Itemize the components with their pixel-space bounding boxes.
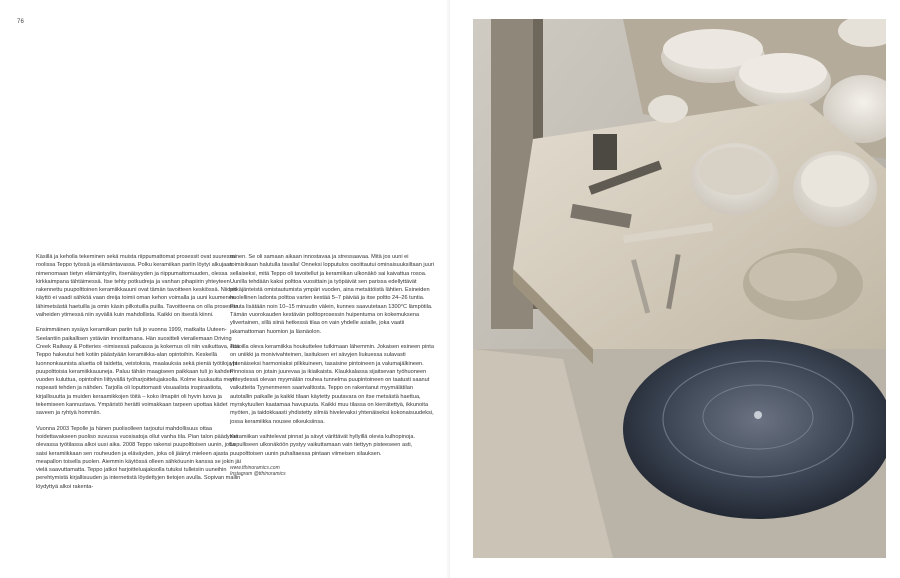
instagram-handle[interactable]: Instagram @tthinoramics <box>230 471 286 478</box>
page-number: 76 <box>17 19 25 25</box>
paragraph: minen. Se oli samaan aikaan innostavaa ja stressaavaa. Mitä jos uuni ei toimisikaan halutulla tavalla! Onneksi lopputulos osoittautui ominaisuuksiltaan juuri sellaiseksi, mitä Teppo oli tavoitellut ja keramiikan ulkonäkö sai kaivattua rosoa. Uunilla tehdään kaksi polttoa vuosittain ja työpäivät sen parissa edellyttävät pitkäjänteistä omistautumista ympäri vuoden, aina metsätöistä lähtien. Esineiden huolellinen ladonta polttoa varten kestää 5–7 päivää ja itse poltto 24–26 tuntia. Puuta lisätään noin 10–15 minuutin välein, kunnes saavutetaan 1300°C lämpötila. Tämän vuorokauden kestävän polttoprosessin huipentuma on kokemuksena ylivertainen, sillä siinä hetkessä tilaa on vain yhdelle asialle, joka vaatii jakamattoman huomion ja läsnäolon. <box>230 254 434 335</box>
text-column-1 <box>36 253 241 498</box>
text-column-2 <box>230 253 435 478</box>
bowl-inner <box>801 155 869 207</box>
stacked-bowl <box>739 53 827 93</box>
clay-trimmings-highlight <box>749 253 837 301</box>
paragraph: Tasoilla oleva keramiikka houkuttelee tutkimaan lähemmin. Jokaisen esineen pinta on uniikki ja monivivahteinen, lasituksen eri sävyjen liukuessa sulavasti yhtenäiseksi harmoniaksi pilkkuineen, tasaisine pintoineen ja valumajälkineen. Pinnoissa on jotain juurevaa ja ikiaikaista. Klaukkalassa sijaitsevan työhuoneen yhteydessä olevan myymälän rouhea tunnelma puupintoineen on taatusti saanut vaikutteita Tyynenmeren saarivaltiosta. Teppo on rakentanut myymälätilan autotallin paikalle ja kaikki tilaan käytetty puutavara on itse metsästä haettua, myrskytuulien kaatamaa havupuuta. Kaikki muu tilassa on kierrätettyä, ikkunoita myöten, ja taidokkaasti yhdistetty silmiä hivelevaksi yhtenäiseksi kokonaisuudeksi, jossa keramiikka nousee oikeuksiinsa. <box>230 343 434 425</box>
paragraph: Vuonna 2003 Tepolle ja hänen puolisolleen tarjoutui mahdollisuus ottaa hoidettavakseen puoliso suvussa vuosisatoja ollut vanha tila. Pian talon päädyssä olevassa työtilassa alkoi uusi aika. 2008 Teppo rakensi puupolttoisen uunin, jotta saisi keramiikkaan sen rouheuden ja eläväyden, joka oli jäänyt mieleen ajasta meapallon toisella puolen. Aiemmin käytössä olleen sähköuunin kanssa se jokin jäi vielä saavuttamatta. Teppo jatkoi harjoitteluajaksolla tutuksi tulleisiin uuneihin perehtymistä kirjallisuuden ja internetistä löydettyjen tietojen avulla. Sopivan mallin löydyttyä alkoi rakenta- <box>36 425 241 490</box>
small-cup <box>648 95 688 123</box>
photo-illustration <box>473 19 886 558</box>
paragraph: Ensimmäinen sysäys keramiikan pariin tuli jo vuonna 1999, matkalta Uuteen-Seelantiin paikallisen ystävän innoittamana. Hän suositteli vierailemaan Driving Creek Railway & Potteries -nimisessä paikassa ja kokemus oli niin vaikuttava, että Teppo hakeutui heti kotiin päästyään keramiikka-alan opintoihin. Keskellä luonnonkaunista aluetta oli taidetta, veistoksia, maalauksia sekä pieniä työtiloja ja puupolttoisia keramiikkauuneja. Paluu tähän maagiseen paikkaan tuli jo kahden vuoden kuluttua, opintoihin liittyvällä työharjoittelujaksolla. Kolme kuukautta meni nopeasti tehden ja nähden. Tarjolla oli loputtomasti visuaalista inspiraatiota, kirjallisuutta ja muiden keraamikkojen töitä – koko ilmapiiri oli hyvin luova ja tekemiseen kannustava. Ympäristö herätti voimakkaan tarpeen upottaa kädet saveen ja ryhtyä hommiin. <box>36 327 240 417</box>
wheel-center <box>754 411 762 419</box>
tool <box>593 134 617 170</box>
paragraph: Käsillä ja keholla tekeminen sekä muista riippumattomat prosessit ovat suuressa roolissa Teppo työssä ja elämäntavassa. Polku keramiikan pariin löytyi alkujaan nimenomaan tietyn elämäntyylin, itsenäisyyden ja riippumattomuuden, olessa kirkkaimpana tähtäimessä. Itse tehty potkudreja ja vanhan pihapiirin yhteyteen rakennettu puupolttoinen keramiikkauuni ovat tämän tavoitteen keskiössä. Niiden käyttö ei vaadi sähköä vaan dreija toimii oman kehon voimalla ja uuni kuumenee lähimetsästä haetuilla ja omin käsin pilkotuilla puilla. Tavoitteena on olla prosessin vaiheiden ytimessä niin syvällä kuin mahdollista. Kaikki on itsestä kiinni. <box>36 254 239 319</box>
bowl-inner <box>699 147 771 195</box>
pottery-wheel <box>623 339 886 519</box>
paragraph: Keramiikan vaihtelevat pinnat ja sävyt värittävät hyllyillä olevia kulhopinoja. Lopulliseen ulkonäköön pystyy vaikuttamaan vain tiettyyn pisteeseen asti, puupolttoisen uunin puhaltaessa pintaan viimeisen silauksen. <box>230 433 416 457</box>
contact-info <box>230 465 435 478</box>
workshop-table-photo <box>473 19 886 558</box>
website-link[interactable]: www.tthinoramics.com <box>230 464 280 471</box>
